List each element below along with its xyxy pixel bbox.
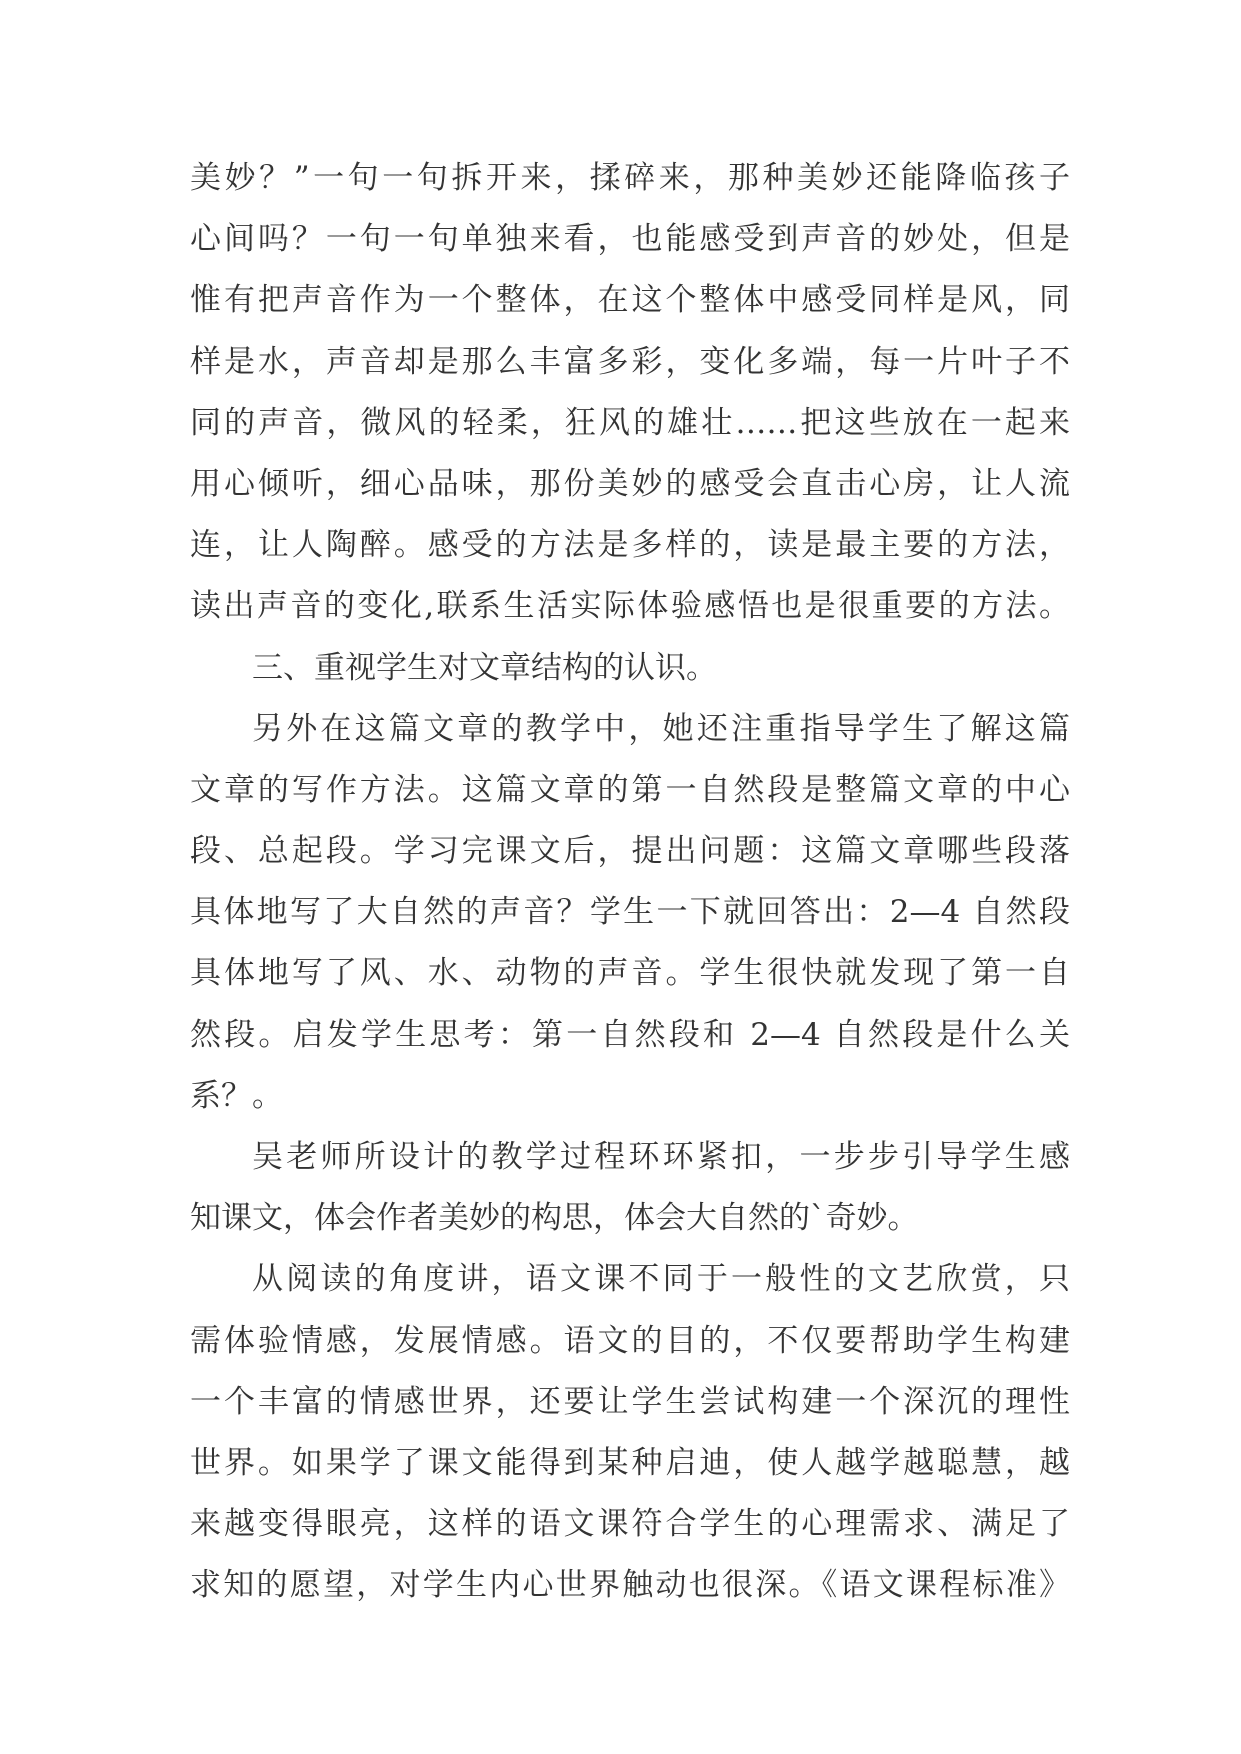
text-line: 同的声音，微风的轻柔，狂风的雄壮……把这些放在一起来	[190, 404, 1070, 441]
section-heading: 三、重视学生对文章结构的认识。	[252, 649, 717, 686]
text-line: 来越变得眼亮，这样的语文课符合学生的心理需求、满足了	[190, 1506, 1070, 1543]
text-line: 一个丰富的情感世界，还要让学生尝试构建一个深沉的理性	[190, 1383, 1070, 1420]
text-line: 心间吗？一句一句单独来看，也能感受到声音的妙处，但是	[190, 221, 1070, 258]
text-line: 然段。启发学生思考：第一自然段和 2—4 自然段是什么关	[190, 1016, 1070, 1053]
text-line: 另外在这篇文章的教学中，她还注重指导学生了解这篇	[252, 710, 1070, 747]
text-line: 连，让人陶醉。感受的方法是多样的，读是最主要的方法，	[190, 527, 1070, 564]
text-line: 系？。	[190, 1077, 283, 1114]
text-line: 求知的愿望，对学生内心世界触动也很深。《语文课程标准》	[190, 1567, 1070, 1604]
text-line: 吴老师所设计的教学过程环环紧扣，一步步引导学生感	[252, 1139, 1070, 1175]
text-line: 具体地写了大自然的声音？学生一下就回答出：2—4 自然段	[190, 894, 1070, 931]
text-line: 样是水，声音却是那么丰富多彩，变化多端，每一片叶子不	[190, 343, 1070, 380]
text-line: 需体验情感，发展情感。语文的目的，不仅要帮助学生构建	[190, 1322, 1070, 1359]
text-line: 知课文，体会作者美妙的构思，体会大自然的`奇妙。	[190, 1200, 919, 1237]
text-line: 读出声音的变化,联系生活实际体验感悟也是很重要的方法。	[190, 588, 1070, 625]
text-line: 美妙？”一句一句拆开来，揉碎来，那种美妙还能降临孩子	[190, 160, 1070, 196]
text-line: 文章的写作方法。这篇文章的第一自然段是整篇文章的中心	[190, 771, 1070, 808]
text-line: 具体地写了风、水、动物的声音。学生很快就发现了第一自	[190, 955, 1070, 992]
text-line: 惟有把声音作为一个整体，在这个整体中感受同样是风，同	[190, 282, 1070, 319]
text-line: 世界。如果学了课文能得到某种启迪，使人越学越聪慧，越	[190, 1444, 1070, 1481]
document-body	[190, 148, 1070, 1617]
text-line: 用心倾听，细心品味，那份美妙的感受会直击心房，让人流	[190, 465, 1070, 502]
text-line: 从阅读的角度讲，语文课不同于一般性的文艺欣赏，只	[252, 1261, 1070, 1298]
text-line: 段、总起段。学习完课文后，提出问题：这篇文章哪些段落	[190, 833, 1070, 870]
